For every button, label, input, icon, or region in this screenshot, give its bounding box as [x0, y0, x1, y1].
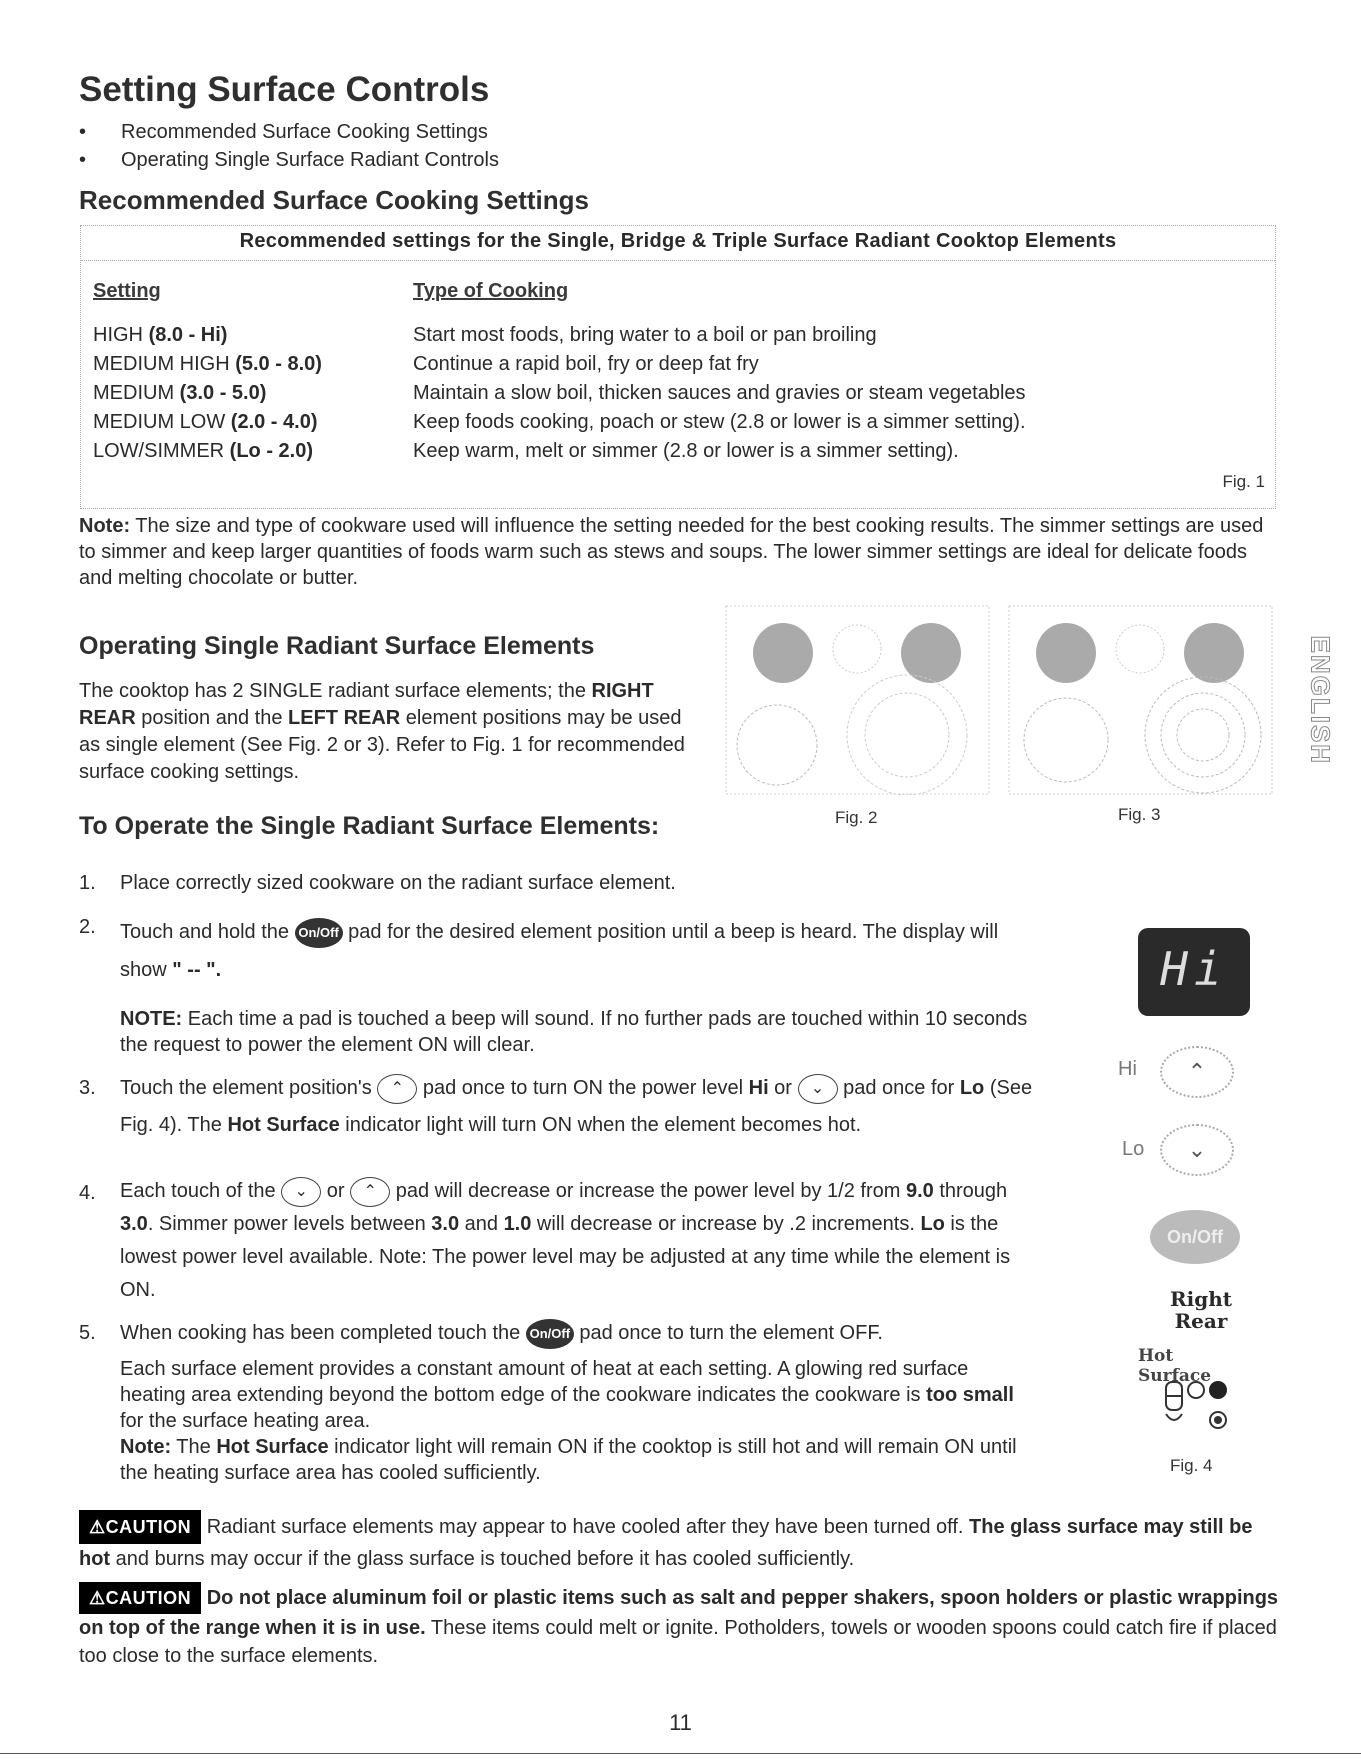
page-number: 11 [669, 1710, 692, 1735]
step-2-note: NOTE: Each time a pad is touched a beep will sound. If no further pads are touched within 10 seconds the request to power the element ON will clear. [120, 1008, 1028, 1056]
hot-surface-label: Hot Surface [1138, 1346, 1212, 1386]
column-header-type: Type of Cooking [413, 280, 569, 302]
cooktop-paragraph: The cooktop has 2 SINGLE radiant surface elements; the RIGHT REAR position and the LEFT REAR element positions may be used as single element (See Fig. 2 or 3). Refer to Fig. 1 for recommended surface cooking settings. [79, 680, 685, 783]
step-1: Place correctly sized cookware on the radiant surface element. [120, 872, 676, 894]
fig-1-label: Fig. 1 [1222, 472, 1265, 491]
section-heading-operate: To Operate the Single Radiant Surface Elements: [79, 812, 660, 840]
element-right-rear [1184, 623, 1244, 683]
down-arrow-icon: ⌄ [1160, 1124, 1234, 1176]
bullet-item: • Operating Single Surface Radiant Controls [79, 149, 499, 171]
settings-table: Recommended settings for the Single, Bridge & Triple Surface Radiant Cooktop Elements Setting Type of Cooking HIGH (8.0 - Hi) Start most foods, bring water to a boil or pan broiling MEDIUM HIGH (5.0 - 8.0) Continue a rapid boil, fry or deep fat fry MEDIUM (3.0 - 5.0) Maintain a slow boil, thicken sauces and gravies or steam vegetables MEDIUM LOW (2.0 - 4.0) Keep foods cooking, poach or stew (2.8 or lower is a simmer setting). LOW/SIMMER (Lo - 2.0) Keep warm, melt or simmer (2.8 or lower is a simmer setting). Fig. 1 [80, 225, 1276, 509]
fig-2-label: Fig. 2 [835, 808, 878, 827]
bullet-list [79, 118, 499, 174]
column-header-setting: Setting [93, 280, 161, 302]
bullet-item: • Recommended Surface Cooking Settings [79, 121, 488, 143]
onoff-pad-icon: On/Off [295, 918, 343, 948]
cooktop-diagram-fig3 [1008, 605, 1273, 795]
language-tab: ENGLISH [1305, 635, 1336, 766]
caution-1: ⚠CAUTION Radiant surface elements may appear to have cooled after they have been turned off. The glass surface may still be hot and burns may occur if the glass surface is touched before it has cooled sufficiently. [79, 1510, 1279, 1574]
onoff-pad-icon: On/Off [526, 1319, 574, 1349]
note-paragraph: Note: The size and type of cookware used will influence the setting needed for the best cooking results. The simmer settings are used to simmer and keep larger quantities of foods warm such as stews and soups. The lower simmer settings are ideal for delicate foods and melting chocolate or butter. [79, 515, 1264, 589]
step-5: When cooking has been completed touch the On/Off pad once to turn the element OFF. [120, 1315, 1040, 1351]
bottom-rule [0, 1753, 1361, 1754]
table-title: Recommended settings for the Single, Bridge & Triple Surface Radiant Cooktop Elements [239, 230, 1117, 252]
step-2: Touch and hold the On/Off pad for the desired element position until a beep is heard. The display will show " -- ". [120, 913, 1020, 989]
cooktop-diagram-fig2 [725, 605, 990, 795]
element-left-rear [753, 623, 813, 683]
section-heading-settings: Recommended Surface Cooking Settings [79, 185, 589, 215]
display-screen: Hi [1138, 928, 1250, 1016]
section-heading-operating: Operating Single Radiant Surface Elements [79, 632, 595, 660]
down-arrow-icon: ⌄ [798, 1074, 838, 1104]
table-divider [81, 260, 1275, 261]
up-arrow-icon: ⌃ [350, 1177, 390, 1207]
caution-2: ⚠CAUTION Do not place aluminum foil or plastic items such as salt and pepper shakers, spoon holders or plastic wrappings on top of the range when it is in use. These items could melt or ignite. Potholders, towels or wooden spoons could catch fire if placed too close to the surface elements. [79, 1582, 1279, 1670]
step-3: Touch the element position's ⌃ pad once to turn ON the power level Hi or ⌄ pad once for Lo (See Fig. 4). The Hot Surface indicator light will turn ON when the element becomes hot. [120, 1070, 1040, 1144]
down-arrow-icon: ⌄ [281, 1177, 321, 1207]
lo-label: Lo [1122, 1138, 1145, 1160]
element-left-rear [1036, 623, 1096, 683]
caution-badge: ⚠CAUTION [79, 1582, 201, 1614]
fig-4-label: Fig. 4 [1170, 1456, 1213, 1475]
element-right-rear [901, 623, 961, 683]
caution-badge: ⚠CAUTION [79, 1510, 201, 1544]
position-label: Right Rear [1170, 1287, 1232, 1333]
step-4: Each touch of the ⌄ or ⌃ pad will decrease or increase the power level by 1/2 from 9.0 through 3.0. Simmer power levels between 3.0 and 1.0 will decrease or increase by .2 increments. Lo is the lowest power level available. Note: The power level may be adjusted at any time while the element is ON. [120, 1175, 1030, 1307]
fig-3-label: Fig. 3 [1118, 805, 1161, 824]
hi-label: Hi [1118, 1058, 1137, 1080]
onoff-pad-icon: On/Off [1150, 1210, 1240, 1264]
step-5-detail: Each surface element provides a constant amount of heat at each setting. A glowing red surface heating area extending beyond the bottom edge of the cookware indicates the cookware is too small for the surface heating area. Note: The Hot Surface indicator light will remain ON if the cooktop is still hot and will remain ON until the heating surface area has cooled sufficiently. [120, 1358, 1017, 1484]
up-arrow-icon: ⌃ [377, 1074, 417, 1104]
up-arrow-icon: ⌃ [1160, 1046, 1234, 1098]
hot-surface-indicator-icon [1162, 1374, 1232, 1434]
page-title: Setting Surface Controls [79, 70, 490, 109]
